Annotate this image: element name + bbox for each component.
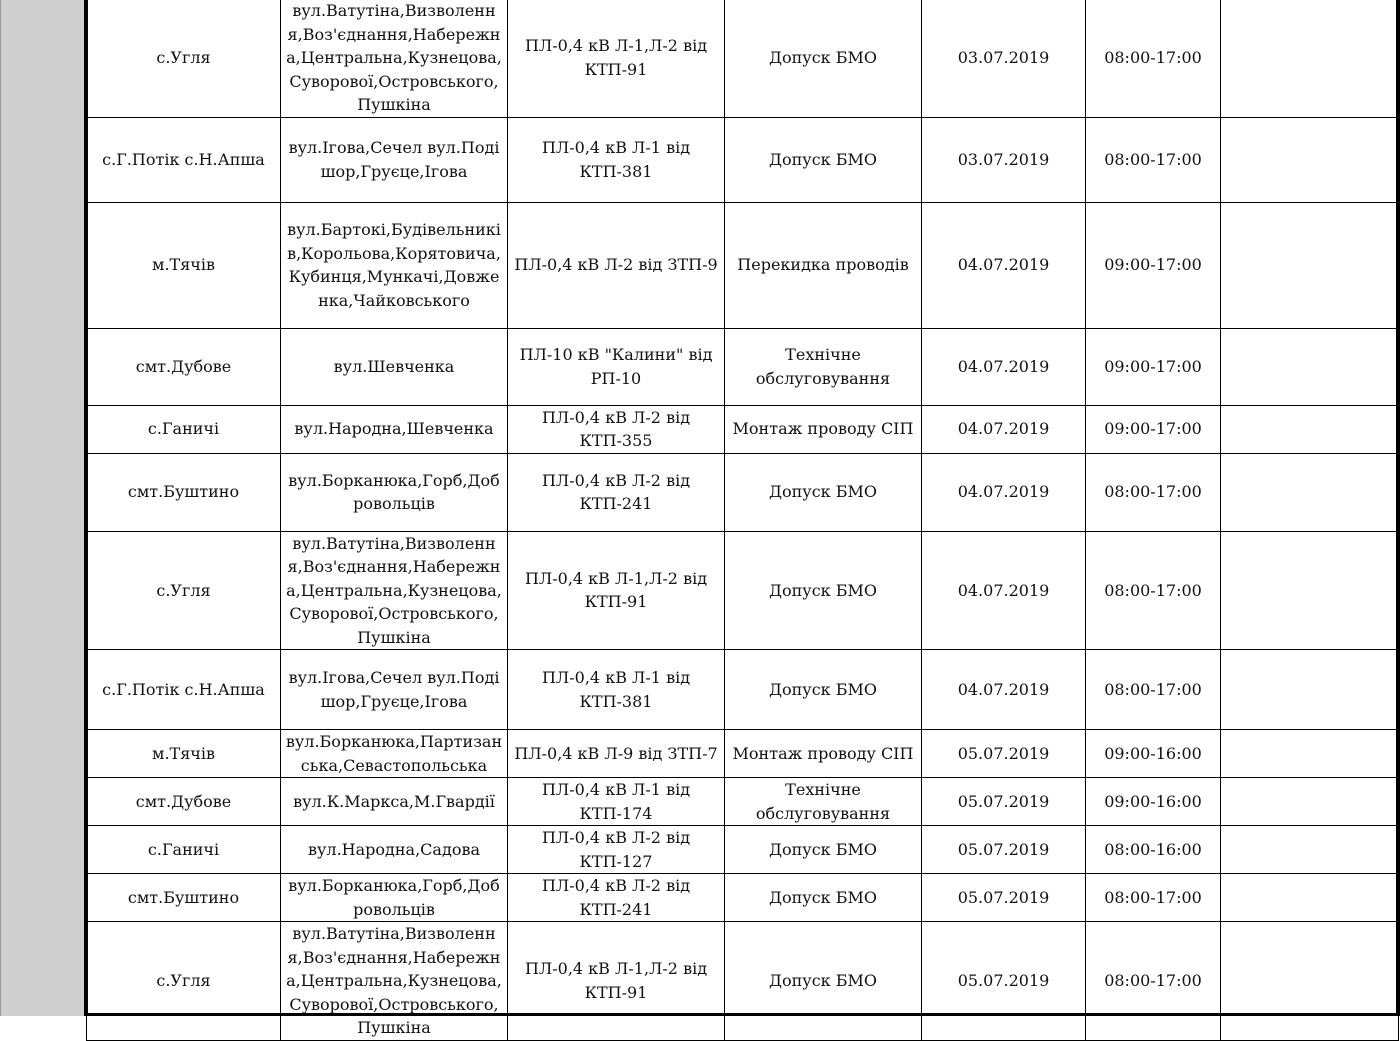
date-cell: 05.07.2019 — [922, 874, 1086, 922]
table-row — [87, 826, 1399, 874]
table-row — [87, 117, 1399, 202]
date-cell: 04.07.2019 — [922, 202, 1086, 328]
note-cell — [1221, 730, 1399, 778]
time-cell: 08:00-17:00 — [1086, 922, 1221, 1041]
note-cell — [1221, 117, 1399, 202]
time-cell: 08:00-17:00 — [1086, 531, 1221, 650]
date-cell: 04.07.2019 — [922, 328, 1086, 405]
work-type-cell: Допуск БМО — [725, 922, 922, 1041]
streets-cell: вул.Бартокі,Будівельників,Корольова,Корятовича,Кубинця,Мункачі,Довженка,Чайковського — [281, 202, 508, 328]
power-line-cell: ПЛ-0,4 кВ Л-2 від КТП-127 — [508, 826, 725, 874]
locality-cell: с.Г.Потік с.Н.Апша — [87, 650, 281, 730]
streets-cell: вул.Народна,Садова — [281, 826, 508, 874]
time-cell: 09:00-17:00 — [1086, 405, 1221, 453]
locality-cell: смт.Дубове — [87, 328, 281, 405]
streets-cell: вул.К.Маркса,М.Гвардії — [281, 778, 508, 826]
time-cell: 08:00-17:00 — [1086, 453, 1221, 531]
date-cell: 05.07.2019 — [922, 922, 1086, 1041]
note-cell — [1221, 650, 1399, 730]
power-line-cell: ПЛ-10 кВ "Калини" від РП-10 — [508, 328, 725, 405]
power-line-cell: ПЛ-0,4 кВ Л-1,Л-2 від КТП-91 — [508, 531, 725, 650]
power-line-cell: ПЛ-0,4 кВ Л-1 від КТП-381 — [508, 117, 725, 202]
work-type-cell: Допуск БМО — [725, 826, 922, 874]
table-body — [87, 0, 1399, 1040]
note-cell — [1221, 874, 1399, 922]
time-cell: 08:00-17:00 — [1086, 117, 1221, 202]
note-cell — [1221, 405, 1399, 453]
work-type-cell: Монтаж проводу СІП — [725, 405, 922, 453]
power-line-cell: ПЛ-0,4 кВ Л-2 від ЗТП-9 — [508, 202, 725, 328]
time-cell: 08:00-17:00 — [1086, 0, 1221, 117]
time-cell: 08:00-17:00 — [1086, 650, 1221, 730]
power-line-cell: ПЛ-0,4 кВ Л-1,Л-2 від КТП-91 — [508, 0, 725, 117]
streets-cell: вул.Шевченка — [281, 328, 508, 405]
work-type-cell: Допуск БМО — [725, 650, 922, 730]
work-type-cell: Допуск БМО — [725, 453, 922, 531]
locality-cell: с.Ганичі — [87, 826, 281, 874]
time-cell: 09:00-16:00 — [1086, 778, 1221, 826]
note-cell — [1221, 202, 1399, 328]
date-cell: 05.07.2019 — [922, 778, 1086, 826]
note-cell — [1221, 0, 1399, 117]
work-type-cell: Монтаж проводу СІП — [725, 730, 922, 778]
power-line-cell: ПЛ-0,4 кВ Л-1,Л-2 від КТП-91 — [508, 922, 725, 1041]
right-table-border — [1396, 0, 1400, 1016]
note-cell — [1221, 922, 1399, 1041]
locality-cell: м.Тячів — [87, 202, 281, 328]
locality-cell: м.Тячів — [87, 730, 281, 778]
outage-schedule-table — [86, 0, 1399, 1041]
locality-cell: смт.Буштино — [87, 453, 281, 531]
note-cell — [1221, 453, 1399, 531]
time-cell: 09:00-16:00 — [1086, 730, 1221, 778]
left-margin-strip — [0, 0, 84, 1016]
streets-cell: вул.Ігова,Сечел вул.Подішор,Груєце,Ігова — [281, 650, 508, 730]
date-cell: 03.07.2019 — [922, 0, 1086, 117]
date-cell: 05.07.2019 — [922, 826, 1086, 874]
streets-cell: вул.Ватутіна,Визволення,Воз'єднання,Набережна,Центральна,Кузнецова,Суворової,Островського,Пушкіна — [281, 0, 508, 117]
locality-cell: с.Угля — [87, 531, 281, 650]
table-row — [87, 328, 1399, 405]
table-row — [87, 405, 1399, 453]
date-cell: 05.07.2019 — [922, 730, 1086, 778]
note-cell — [1221, 826, 1399, 874]
power-line-cell: ПЛ-0,4 кВ Л-9 від ЗТП-7 — [508, 730, 725, 778]
locality-cell: с.Ганичі — [87, 405, 281, 453]
streets-cell: вул.Ігова,Сечел вул.Подішор,Груєце,Ігова — [281, 117, 508, 202]
locality-cell: смт.Дубове — [87, 778, 281, 826]
date-cell: 04.07.2019 — [922, 405, 1086, 453]
table-row — [87, 531, 1399, 650]
streets-cell: вул.Борканюка,Партизанська,Севастопольська — [281, 730, 508, 778]
table-row — [87, 874, 1399, 922]
bottom-table-border — [84, 1013, 1400, 1016]
locality-cell: с.Угля — [87, 922, 281, 1041]
date-cell: 04.07.2019 — [922, 650, 1086, 730]
table-row — [87, 202, 1399, 328]
table-row — [87, 778, 1399, 826]
locality-cell: смт.Буштино — [87, 874, 281, 922]
locality-cell: с.Угля — [87, 0, 281, 117]
table-row — [87, 0, 1399, 117]
work-type-cell: Технічне обслуговування — [725, 778, 922, 826]
note-cell — [1221, 531, 1399, 650]
streets-cell: вул.Ватутіна,Визволення,Воз'єднання,Набережна,Центральна,Кузнецова,Суворової,Островського,Пушкіна — [281, 922, 508, 1041]
time-cell: 08:00-17:00 — [1086, 874, 1221, 922]
table-row — [87, 453, 1399, 531]
date-cell: 04.07.2019 — [922, 453, 1086, 531]
power-line-cell: ПЛ-0,4 кВ Л-1 від КТП-381 — [508, 650, 725, 730]
power-line-cell: ПЛ-0,4 кВ Л-2 від КТП-241 — [508, 874, 725, 922]
streets-cell: вул.Борканюка,Горб,Добровольців — [281, 874, 508, 922]
note-cell — [1221, 778, 1399, 826]
work-type-cell: Допуск БМО — [725, 874, 922, 922]
date-cell: 04.07.2019 — [922, 531, 1086, 650]
work-type-cell: Перекидка проводів — [725, 202, 922, 328]
note-cell — [1221, 328, 1399, 405]
work-type-cell: Допуск БМО — [725, 117, 922, 202]
work-type-cell: Допуск БМО — [725, 0, 922, 117]
locality-cell: с.Г.Потік с.Н.Апша — [87, 117, 281, 202]
work-type-cell: Допуск БМО — [725, 531, 922, 650]
date-cell: 03.07.2019 — [922, 117, 1086, 202]
table-row — [87, 650, 1399, 730]
streets-cell: вул.Борканюка,Горб,Добровольців — [281, 453, 508, 531]
power-line-cell: ПЛ-0,4 кВ Л-2 від КТП-355 — [508, 405, 725, 453]
streets-cell: вул.Ватутіна,Визволення,Воз'єднання,Набережна,Центральна,Кузнецова,Суворової,Островського,Пушкіна — [281, 531, 508, 650]
time-cell: 09:00-17:00 — [1086, 202, 1221, 328]
work-type-cell: Технічне обслуговування — [725, 328, 922, 405]
table-row — [87, 730, 1399, 778]
streets-cell: вул.Народна,Шевченка — [281, 405, 508, 453]
time-cell: 09:00-17:00 — [1086, 328, 1221, 405]
time-cell: 08:00-16:00 — [1086, 826, 1221, 874]
power-line-cell: ПЛ-0,4 кВ Л-1 від КТП-174 — [508, 778, 725, 826]
table-row — [87, 922, 1399, 1041]
power-line-cell: ПЛ-0,4 кВ Л-2 від КТП-241 — [508, 453, 725, 531]
